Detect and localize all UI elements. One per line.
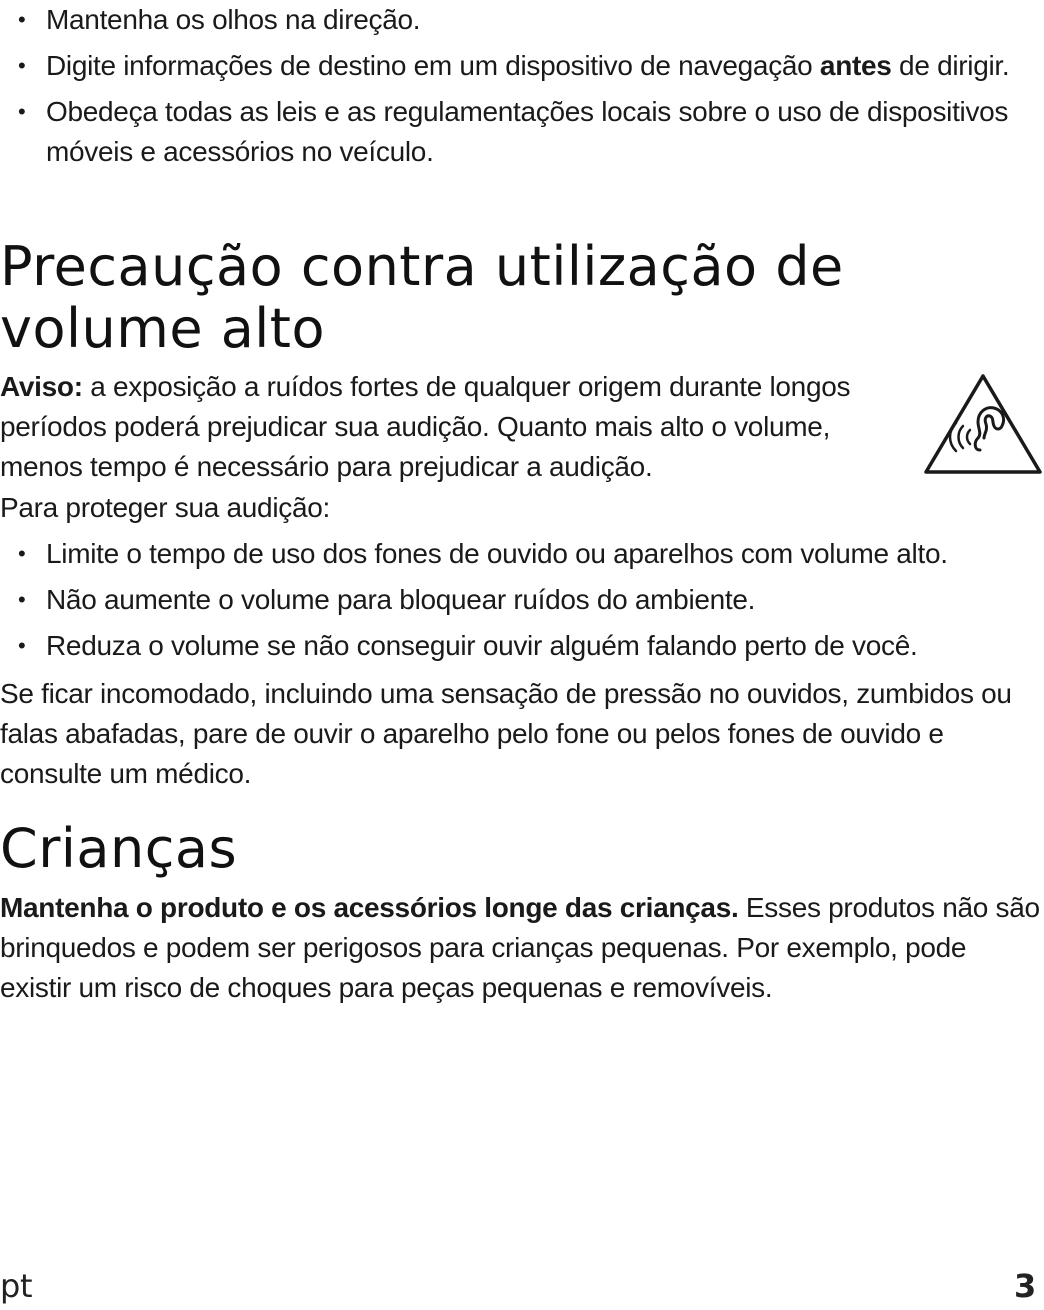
list-item bbox=[0, 534, 1044, 574]
driving-safety-list bbox=[0, 0, 1044, 172]
warning-paragraph bbox=[0, 367, 880, 487]
list-item-text-end: de dirigir. bbox=[891, 50, 1010, 81]
list-item-text: Mantenha os olhos na direção. bbox=[46, 4, 421, 35]
page-number: 3 bbox=[1014, 1267, 1036, 1305]
list-item-text: Reduza o volume se não conseguir ouvir alguém falando perto de você. bbox=[46, 630, 918, 661]
list-item bbox=[0, 626, 1044, 666]
bullet-icon: • bbox=[18, 53, 26, 78]
list-item bbox=[0, 92, 1044, 172]
list-item bbox=[0, 0, 1044, 40]
bullet-icon: • bbox=[18, 7, 26, 32]
warning-label: Aviso: bbox=[0, 371, 83, 402]
list-item bbox=[0, 46, 1044, 86]
warning-body: a exposição a ruídos fortes de qualquer origem durante longos períodos poderá prejudicar sua audição. Quanto mais alto o volume, menos tempo é necessário para prejudicar a audição. bbox=[0, 371, 851, 482]
list-item bbox=[0, 580, 1044, 620]
section-heading-children: Crianças bbox=[0, 817, 238, 880]
children-body: Esses produtos não são brinquedos e podem ser perigosos para crianças pequenas. Por exemplo, pode existir um risco de choques para peças pequenas e removíveis. bbox=[0, 892, 1040, 1003]
bullet-icon: • bbox=[18, 587, 26, 612]
bullet-icon: • bbox=[18, 99, 26, 124]
bullet-icon: • bbox=[18, 541, 26, 566]
list-item-text-start: Digite informações de destino em um dispositivo de navegação bbox=[46, 50, 820, 81]
list-item-text: Não aumente o volume para bloquear ruídos do ambiente. bbox=[46, 584, 756, 615]
list-item-text: Obedeça todas as leis e as regulamentações locais sobre o uso de dispositivos móveis e acessórios no veículo. bbox=[46, 96, 1009, 167]
children-bold-lead: Mantenha o produto e os acessórios longe das crianças. bbox=[0, 892, 739, 923]
list-item-emphasis: antes bbox=[819, 50, 892, 81]
protect-intro: Para proteger sua audição: bbox=[0, 492, 330, 523]
list-item-text: Limite o tempo de uso dos fones de ouvido ou aparelhos com volume alto. bbox=[46, 538, 948, 569]
hearing-protection-list bbox=[0, 534, 1044, 666]
children-paragraph bbox=[0, 888, 1044, 1008]
section-heading-volume: Precaução contra utilização de volume alto bbox=[0, 235, 844, 360]
hearing-warning-icon bbox=[922, 372, 1044, 476]
footer-language: pt bbox=[0, 1267, 33, 1305]
bullet-icon: • bbox=[18, 633, 26, 658]
discomfort-paragraph: Se ficar incomodado, incluindo uma sensação de pressão no ouvidos, zumbidos ou falas abafadas, pare de ouvir o aparelho pelo fone ou pelos fones de ouvido e consulte um médico. bbox=[0, 678, 1012, 789]
